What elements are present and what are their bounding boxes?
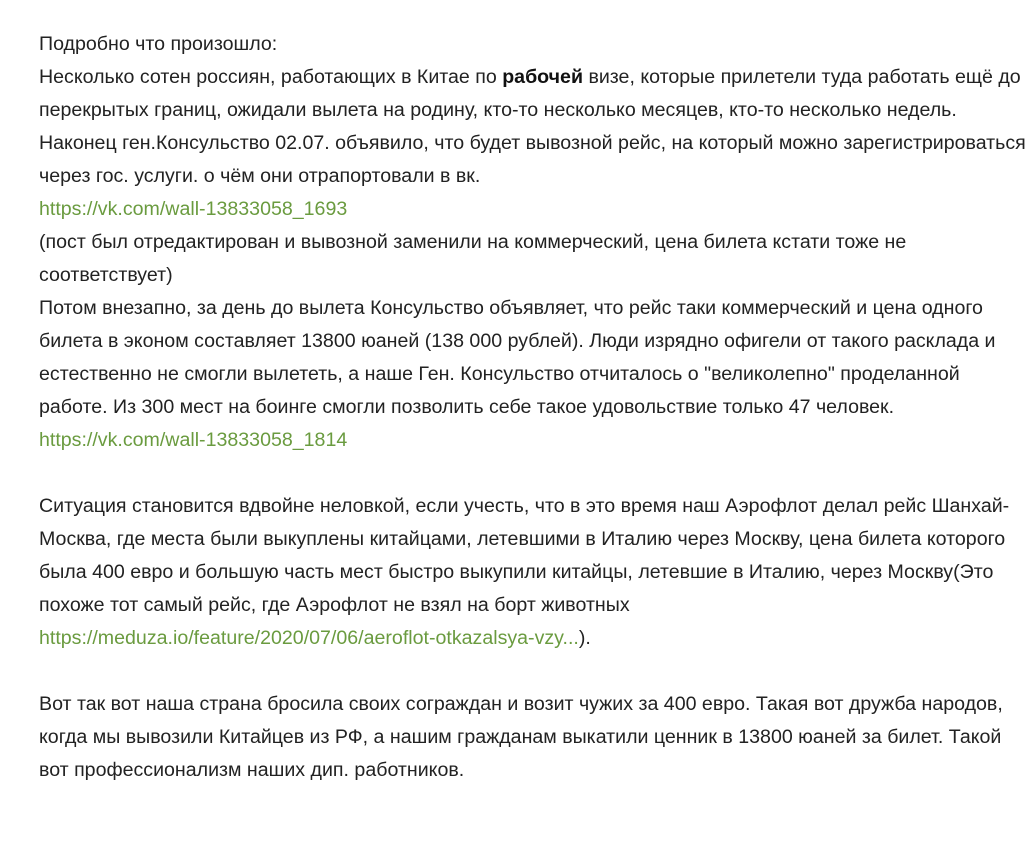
post-body: [39, 28, 1029, 787]
paragraph-aeroflot-close: ).: [578, 627, 591, 649]
paragraph-conclusion: Вот так вот наша страна бросила своих сограждан и возит чужих за 400 евро. Такая вот дружба народов, когда мы вывозили Китайцев из РФ, а нашим гражданам выкатили ценник в 13800 юаней за билет. Такой вот профессионализм наших дип. работников.: [39, 693, 1003, 781]
vk-post-link-1[interactable]: https://vk.com/wall-13833058_1693: [39, 198, 348, 220]
paragraph-spacer: [39, 655, 1029, 688]
paragraph-aeroflot: [39, 490, 1029, 655]
paragraph-registration: [39, 61, 1029, 193]
bold-word: рабочей: [502, 66, 583, 88]
paragraph-spacer: [39, 457, 1029, 490]
vk-post-link-2[interactable]: https://vk.com/wall-13833058_1814: [39, 429, 348, 451]
paragraph-aeroflot-text: Ситуация становится вдвойне неловкой, если учесть, что в это время наш Аэрофлот делал рейс Шанхай-Москва, где места были выкуплены китайцами, летевшими в Италию через Москву, цена билета которого была 400 евро и большую часть мест быстро выкупили китайцы, летевшие в Италию, через Москву(Это похоже тот самый рейс, где Аэрофлот не взял на борт животных: [39, 495, 1010, 616]
paragraph-edit-note: (пост был отредактирован и вывозной заменили на коммерческий, цена билета кстати тоже не соответствует): [39, 231, 907, 286]
paragraph-registration-end: визе, которые прилетели туда работать ещё до перекрытых границ, ожидали вылета на родину, кто-то несколько месяцев, кто-то несколько недель. Наконец ген.Консульство 02.07. объявило, что будет вывозной рейс, на который можно зарегистрироваться через гос. услуги. о чём они отрапортовали в вк.: [39, 66, 1026, 187]
paragraph-registration-start: Несколько сотен россиян, работающих в Китае по: [39, 66, 503, 88]
meduza-link[interactable]: https://meduza.io/feature/2020/07/06/aeroflot-otkazalsya-vzy...: [39, 627, 579, 649]
intro-heading: Подробно что произошло:: [39, 33, 278, 55]
paragraph-price: Потом внезапно, за день до вылета Консульство объявляет, что рейс таки коммерческий и цена одного билета в эконом составляет 13800 юаней (138 000 рублей). Люди изрядно офигели от такого расклада и естественно не смогли вылететь, а наше Ген. Консульство отчиталось о "великолепно" проделанной работе. Из 300 мест на боинге смогли позволить себе такое удовольствие только 47 человек.: [39, 297, 996, 418]
